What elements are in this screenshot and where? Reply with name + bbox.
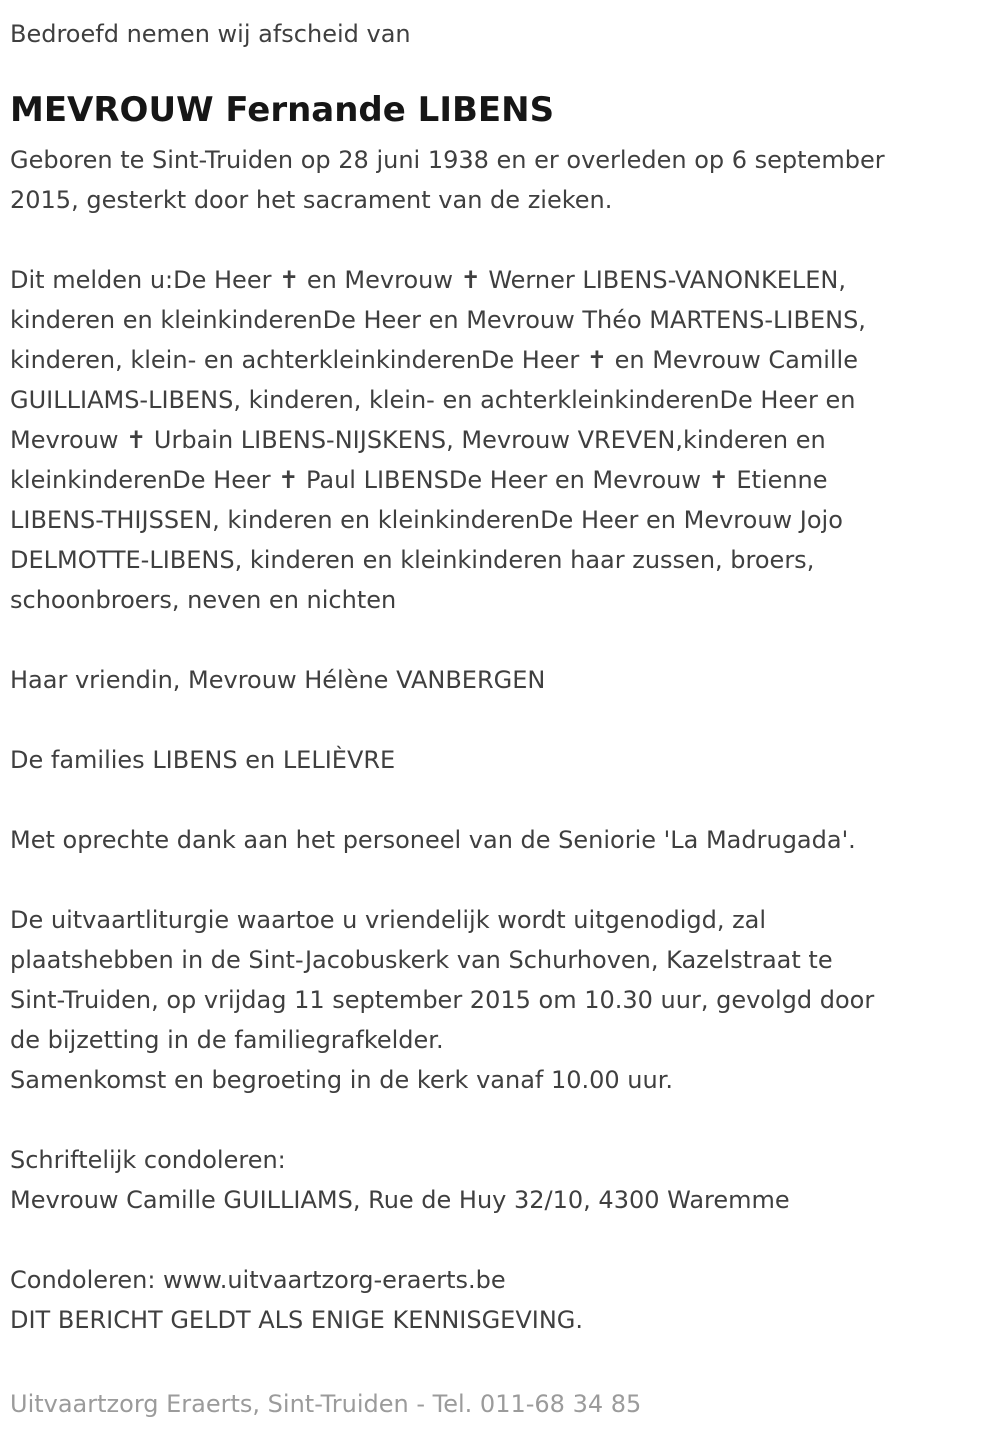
service-paragraph — [10, 900, 990, 1100]
condolence-label: Schriftelijk condoleren: — [10, 1146, 286, 1174]
announcement-line-9: schoonbroers, neven en nichten — [10, 586, 397, 614]
announcement-line-3: kinderen, klein- en achterkleinkinderenDe Heer ✝ en Mevrouw Camille — [10, 346, 858, 374]
sole-notification-line: DIT BERICHT GELDT ALS ENIGE KENNISGEVING. — [10, 1306, 584, 1334]
funeral-home-footer: Uitvaartzorg Eraerts, Sint-Truiden - Tel. 011-68 34 85 — [10, 1390, 642, 1418]
service-line-2: plaatshebben in de Sint-Jacobuskerk van Schurhoven, Kazelstraat te — [10, 946, 833, 974]
birth-death-paragraph — [10, 140, 990, 220]
announcement-line-8: DELMOTTE-LIBENS, kinderen en kleinkinderen haar zussen, broers, — [10, 546, 815, 574]
birth-death-line-2: 2015, gesterkt door het sacrament van de zieken. — [10, 186, 613, 214]
birth-death-line-1: Geboren te Sint-Truiden op 28 juni 1938 en er overleden op 6 september — [10, 146, 885, 174]
announcement-paragraph — [10, 260, 990, 620]
deceased-name: MEVROUW Fernande LIBENS — [10, 90, 555, 130]
condolence-website-line: Condoleren: www.uitvaartzorg-eraerts.be — [10, 1266, 506, 1294]
announcement-line-4: GUILLIAMS-LIBENS, kinderen, klein- en achterkleinkinderenDe Heer en — [10, 386, 856, 414]
announcement-line-1: Dit melden u:De Heer ✝ en Mevrouw ✝ Werner LIBENS-VANONKELEN, — [10, 266, 846, 294]
service-line-4: de bijzetting in de familiegrafkelder. — [10, 1026, 444, 1054]
gathering-line: Samenkomst en begroeting in de kerk vanaf 10.00 uur. — [10, 1066, 674, 1094]
friend-line: Haar vriendin, Mevrouw Hélène VANBERGEN — [10, 666, 546, 694]
closing-paragraph — [10, 1260, 990, 1340]
announcement-line-6: kleinkinderenDe Heer ✝ Paul LIBENSDe Heer en Mevrouw ✝ Etienne — [10, 466, 828, 494]
condolence-address: Mevrouw Camille GUILLIAMS, Rue de Huy 32/10, 4300 Waremme — [10, 1186, 790, 1214]
service-line-3: Sint-Truiden, op vrijdag 11 september 2015 om 10.30 uur, gevolgd door — [10, 986, 875, 1014]
service-line-1: De uitvaartliturgie waartoe u vriendelijk wordt uitgenodigd, zal — [10, 906, 767, 934]
thanks-line: Met oprechte dank aan het personeel van de Seniorie 'La Madrugada'. — [10, 826, 856, 854]
announcement-line-5: Mevrouw ✝ Urbain LIBENS-NIJSKENS, Mevrouw VREVEN,kinderen en — [10, 426, 826, 454]
intro-text: Bedroefd nemen wij afscheid van — [10, 20, 411, 48]
announcement-line-7: LIBENS-THIJSSEN, kinderen en kleinkinderenDe Heer en Mevrouw Jojo — [10, 506, 843, 534]
condolence-paragraph — [10, 1140, 990, 1220]
families-line: De families LIBENS en LELIÈVRE — [10, 746, 396, 774]
announcement-line-2: kinderen en kleinkinderenDe Heer en Mevrouw Théo MARTENS-LIBENS, — [10, 306, 866, 334]
